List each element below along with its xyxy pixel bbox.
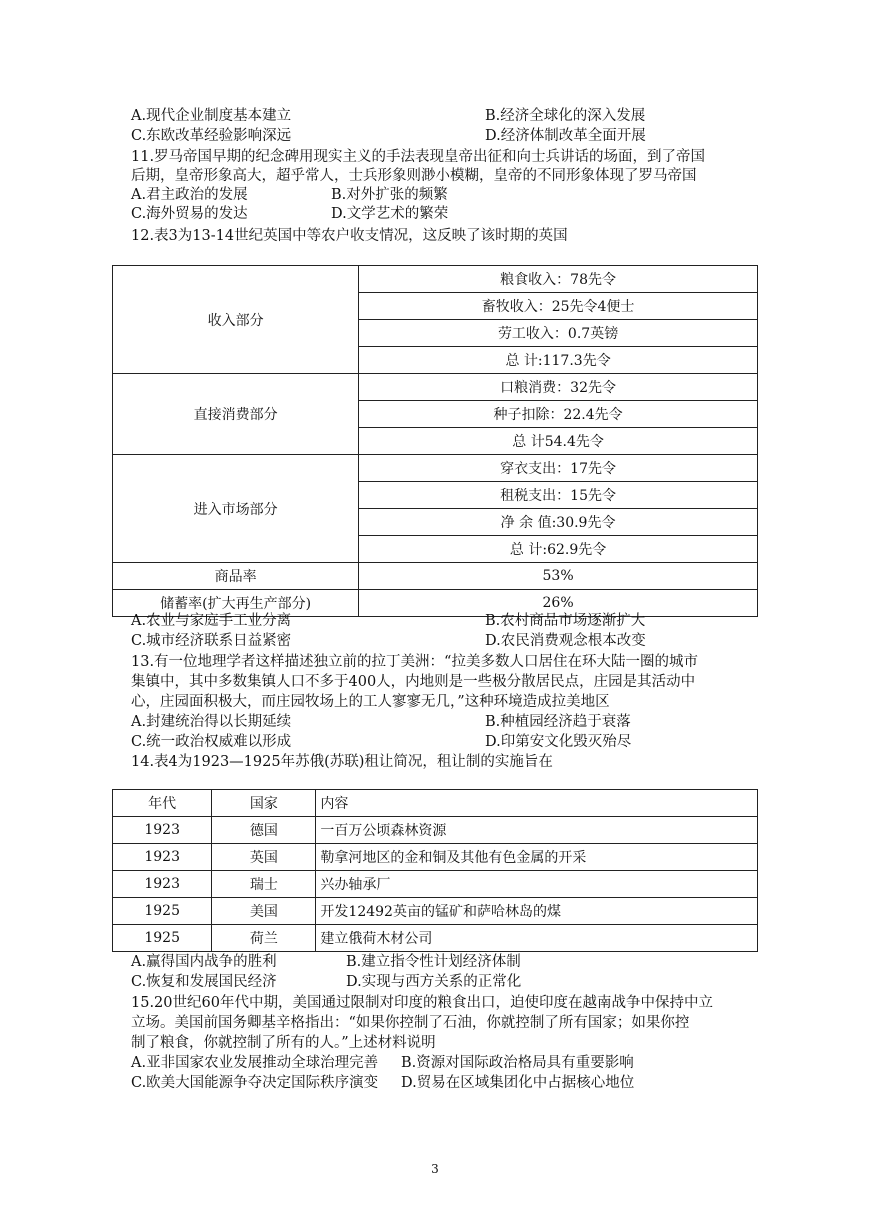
header-country: 国家 [212, 790, 316, 817]
table-cell: 口粮消费：32先令 [359, 374, 758, 401]
header-year: 年代 [113, 790, 212, 817]
q14-option-a[interactable]: A.赢得国内战争的胜利 [131, 954, 277, 970]
q11-option-a[interactable]: A.君主政治的发展 [131, 187, 248, 203]
table-cell: 劳工收入：0.7英镑 [359, 320, 758, 347]
q11-stem-line-2: 后期，皇帝形象高大，超乎常人，士兵形象则渺小模糊，皇帝的不同形象体现了罗马帝国 [131, 168, 697, 184]
table-cell: 穿衣支出：17先令 [359, 455, 758, 482]
table-cell: 美国 [212, 898, 316, 925]
q10-option-d[interactable]: D.经济体制改革全面开展 [485, 128, 646, 144]
q15-option-a[interactable]: A.亚非国家农业发展推动全球治理完善 [131, 1055, 379, 1071]
q15-option-b[interactable]: B.资源对国际政治格局具有重要影响 [401, 1055, 634, 1071]
q14-stem: 14.表4为1923—1925年苏俄(苏联)租让简况，租让制的实施旨在 [131, 754, 553, 770]
q10-option-a[interactable]: A.现代企业制度基本建立 [131, 108, 292, 124]
q12-option-d[interactable]: D.农民消费观念根本改变 [485, 633, 646, 649]
q13-option-b[interactable]: B.种植园经济趋于衰落 [485, 714, 631, 730]
q11-stem-line-1: 11.罗马帝国早期的纪念碑用现实主义的手法表现皇帝出征和向士兵讲话的场面，到了帝国 [131, 149, 706, 165]
q11-option-row-2 [131, 204, 449, 224]
savings-rate-label: 储蓄率(扩大再生产部分) [113, 590, 359, 617]
q15-option-row-2 [131, 1073, 635, 1093]
q13-option-row-2 [131, 732, 632, 752]
table-cell: 瑞士 [212, 871, 316, 898]
table-row [113, 925, 758, 952]
q10-option-row-2 [131, 126, 646, 146]
table-row [113, 871, 758, 898]
table-cell: 开发12492英亩的锰矿和萨哈林岛的煤 [316, 898, 758, 925]
q12-option-row-2 [131, 631, 646, 651]
table-cell: 英国 [212, 844, 316, 871]
q15-option-c[interactable]: C.欧美大国能源争夺决定国际秩序演变 [131, 1075, 379, 1091]
table-cell: 兴办轴承厂 [316, 871, 758, 898]
q15-stem-line-1: 15.20世纪60年代中期，美国通过限制对印度的粮食出口，迫使印度在越南战争中保持中立 [131, 995, 713, 1011]
table-cell: 德国 [212, 817, 316, 844]
table-cell: 建立俄荷木材公司 [316, 925, 758, 952]
table-row [113, 817, 758, 844]
table-4-concessions [112, 789, 758, 952]
table-cell: 勒拿河地区的金和铜及其他有色金属的开采 [316, 844, 758, 871]
q13-option-row-1 [131, 712, 631, 732]
q14-option-b[interactable]: B.建立指令性计划经济体制 [346, 954, 521, 970]
table-3-farm-income [112, 265, 758, 617]
table-cell: 粮食收入：78先令 [359, 266, 758, 293]
q10-option-c[interactable]: C.东欧改革经验影响深远 [131, 128, 292, 144]
q12-stem: 12.表3为13-14世纪英国中等农户收支情况，这反映了该时期的英国 [131, 228, 568, 244]
q15-option-d[interactable]: D.贸易在区域集团化中占据核心地位 [401, 1075, 635, 1091]
q13-stem-line-1: 13.有一位地理学者这样描述独立前的拉丁美洲：“拉美多数人口居住在环大陆一圈的城市 [131, 654, 698, 670]
page-number: 3 [431, 1162, 439, 1176]
q11-option-c[interactable]: C.海外贸易的发达 [131, 206, 248, 222]
q13-stem-line-3: 心，庄园面积极大，而庄园牧场上的工人寥寥无几，”这种环境造成拉美地区 [131, 694, 610, 710]
q11-option-d[interactable]: D.文学艺术的繁荣 [331, 206, 449, 222]
q15-stem-line-3: 制了粮食，你就控制了所有的人。”上述材料说明 [131, 1035, 436, 1051]
q13-option-c[interactable]: C.统一政治权威难以形成 [131, 734, 292, 750]
table-cell: 1923 [113, 844, 212, 871]
direct-consumption-label: 直接消费部分 [113, 374, 359, 455]
q15-stem-line-2: 立场。美国前国务卿基辛格指出：“如果你控制了石油，你就控制了所有国家；如果你控 [131, 1015, 690, 1031]
table-cell: 总 计:62.9先令 [359, 536, 758, 563]
income-section-label: 收入部分 [113, 266, 359, 374]
q14-option-row-2 [131, 972, 522, 992]
q15-option-row-1 [131, 1053, 634, 1073]
q14-option-row-1 [131, 952, 521, 972]
q13-stem-line-2: 集镇中，其中多数集镇人口不多于400人，内地则是一些极分散居民点，庄园是其活动中 [131, 674, 696, 690]
q10-option-row-1 [131, 106, 646, 126]
table-cell: 一百万公顷森林资源 [316, 817, 758, 844]
table-cell: 总 计54.4先令 [359, 428, 758, 455]
table-cell: 租税支出：15先令 [359, 482, 758, 509]
q11-option-row-1 [131, 185, 448, 205]
table-cell: 1925 [113, 925, 212, 952]
q14-option-d[interactable]: D.实现与西方关系的正常化 [346, 974, 522, 990]
q13-option-a[interactable]: A.封建统治得以长期延续 [131, 714, 292, 730]
header-content: 内容 [316, 790, 758, 817]
q14-option-c[interactable]: C.恢复和发展国民经济 [131, 974, 277, 990]
table-cell: 总 计:117.3先令 [359, 347, 758, 374]
q12-option-a[interactable]: A.农业与家庭手工业分离 [131, 613, 292, 629]
table-cell: 畜牧收入：25先令4便士 [359, 293, 758, 320]
q12-option-c[interactable]: C.城市经济联系日益紧密 [131, 633, 292, 649]
table-row [113, 844, 758, 871]
table-cell: 种子扣除：22.4先令 [359, 401, 758, 428]
market-section-label: 进入市场部分 [113, 455, 359, 563]
table-cell: 1923 [113, 871, 212, 898]
table-header-row [113, 790, 758, 817]
q10-option-b[interactable]: B.经济全球化的深入发展 [485, 108, 646, 124]
commodity-rate-value: 53% [359, 563, 758, 590]
q12-option-row-1 [131, 611, 646, 631]
table-cell: 1925 [113, 898, 212, 925]
table-cell: 1923 [113, 817, 212, 844]
table-cell: 净 余 值:30.9先令 [359, 509, 758, 536]
q11-option-b[interactable]: B.对外扩张的频繁 [331, 187, 448, 203]
q13-option-d[interactable]: D.印第安文化毁灭殆尽 [485, 734, 632, 750]
q12-option-b[interactable]: B.农村商品市场逐渐扩大 [485, 613, 646, 629]
savings-rate-value: 26% [359, 590, 758, 617]
table-row [113, 898, 758, 925]
commodity-rate-label: 商品率 [113, 563, 359, 590]
table-cell: 荷兰 [212, 925, 316, 952]
